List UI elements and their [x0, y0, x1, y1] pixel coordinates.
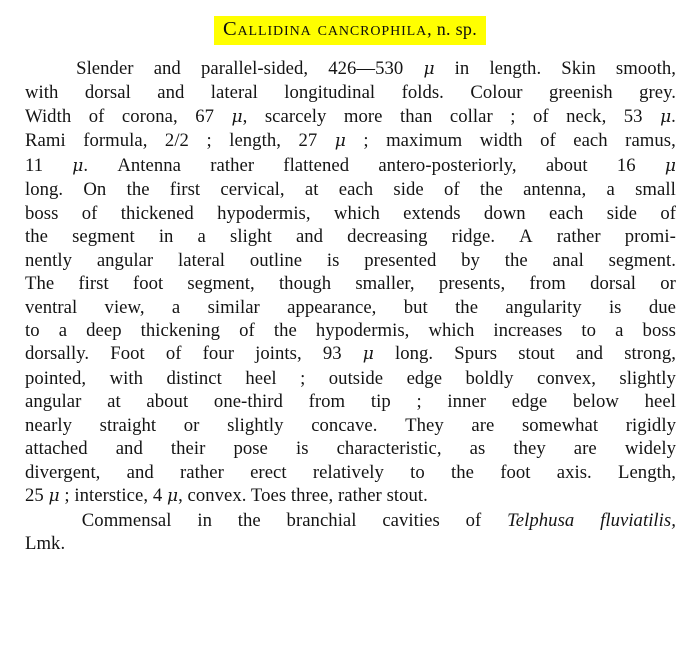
word: due — [648, 296, 676, 318]
word: of — [165, 343, 182, 365]
word: the — [25, 226, 48, 248]
body-text — [25, 57, 676, 556]
word: cervical, — [220, 179, 285, 201]
word: but — [403, 296, 428, 318]
micron-symbol: μ — [166, 486, 179, 507]
word: rather — [556, 226, 601, 248]
word: μ, — [231, 105, 248, 127]
word: long. — [394, 343, 434, 365]
word: and — [575, 343, 604, 365]
word: Foot — [110, 343, 145, 365]
word: each — [548, 202, 584, 224]
word — [49, 485, 60, 506]
word: Colour — [470, 82, 523, 104]
micron-symbol: μ — [423, 59, 435, 79]
paragraph-indent — [25, 509, 56, 532]
word: μ, — [166, 485, 183, 507]
word: a — [615, 319, 624, 341]
word: and — [115, 438, 143, 460]
word: is — [326, 249, 340, 271]
word: antero-posteriorly, — [378, 154, 517, 176]
text-line — [25, 202, 676, 225]
word: of — [81, 202, 98, 224]
micron-symbol: μ — [334, 131, 346, 152]
word: corona, — [121, 105, 178, 127]
word: decreasing — [347, 226, 428, 248]
word: somewhat — [521, 414, 599, 436]
word: are — [573, 438, 597, 460]
word: edge — [511, 391, 548, 413]
word: deep — [86, 319, 122, 341]
word: angularity — [505, 296, 582, 318]
word: stout. — [386, 485, 428, 507]
word: the — [479, 179, 503, 201]
word: segment. — [608, 249, 676, 271]
micron-symbol: μ — [362, 344, 374, 365]
word: 16 — [616, 154, 636, 176]
word: attached — [25, 438, 88, 460]
word: Width — [25, 105, 72, 127]
word: first — [78, 273, 109, 295]
word: heel — [245, 367, 277, 389]
word: at — [107, 391, 121, 413]
word: of — [465, 509, 482, 531]
word: nearly — [25, 414, 72, 436]
word: extends — [403, 202, 461, 224]
word: lateral — [210, 82, 258, 104]
word: 25 — [25, 485, 44, 507]
word: anal — [552, 249, 584, 271]
word: side — [606, 202, 638, 224]
word: length, — [229, 130, 281, 152]
text-line — [25, 57, 676, 81]
word: a — [171, 296, 181, 318]
word: ; — [510, 105, 516, 127]
word: to — [25, 319, 40, 341]
word: are — [471, 414, 495, 436]
word: relatively — [312, 461, 384, 483]
word: a — [197, 226, 206, 248]
word: 426—530 — [328, 58, 404, 79]
word: boss — [25, 202, 59, 224]
text-line — [25, 272, 676, 295]
word: the — [126, 179, 150, 201]
word: pose — [233, 438, 268, 460]
word: is — [608, 296, 622, 318]
word: strong, — [624, 343, 676, 365]
word: characteristic, — [336, 438, 442, 460]
word: presented — [364, 249, 437, 271]
word: boss — [642, 319, 676, 341]
word: in — [454, 58, 470, 79]
word: increases — [493, 319, 563, 341]
word: with — [109, 367, 144, 389]
word: more — [343, 105, 383, 127]
text-line — [25, 484, 676, 508]
text-line — [25, 296, 676, 319]
word: small — [635, 179, 676, 201]
word: concave. — [311, 414, 378, 436]
word: similar — [207, 296, 260, 318]
word: maximum — [386, 130, 463, 152]
word: smaller, — [355, 273, 415, 295]
word: each — [573, 130, 608, 152]
species-name: Callidina cancrophila — [222, 18, 428, 40]
word: of — [532, 105, 549, 127]
word: at — [304, 179, 319, 201]
word: down — [483, 202, 526, 224]
word: pointed, — [25, 367, 87, 389]
text-line — [25, 367, 676, 390]
word: and — [157, 82, 185, 104]
word: longitudinal — [284, 82, 376, 104]
micron-symbol: μ — [48, 486, 60, 507]
word: erect — [250, 461, 287, 483]
word: one-third — [213, 391, 283, 413]
word: greenish — [548, 82, 613, 104]
word: which — [428, 319, 475, 341]
word: in — [197, 509, 212, 531]
word: they — [513, 438, 546, 460]
word: ventral — [25, 296, 78, 318]
word: convex, — [536, 367, 596, 389]
word: On — [83, 179, 107, 201]
species-rank: , n. sp. — [427, 19, 478, 39]
text-line — [25, 509, 676, 532]
word: hypodermis, — [217, 202, 311, 224]
word: Commensal — [81, 509, 172, 531]
word: ramus, — [625, 130, 676, 152]
micron-symbol: μ — [660, 106, 672, 127]
word: joints, — [255, 343, 302, 365]
word: ; — [416, 391, 422, 413]
word: tip — [370, 391, 391, 413]
word: segment — [72, 226, 135, 248]
word: below — [573, 391, 619, 413]
word: 4 — [152, 485, 163, 507]
word: ridge. — [451, 226, 496, 248]
paragraph-indent — [25, 57, 56, 81]
word: 11 — [25, 154, 44, 176]
text-line — [25, 154, 676, 178]
text-line — [25, 461, 676, 484]
word: each — [338, 179, 374, 201]
word: interstice, — [74, 485, 149, 507]
word: convex. — [187, 485, 247, 507]
word: with — [25, 82, 59, 104]
word: angular — [96, 249, 154, 271]
text-line — [25, 81, 676, 104]
word: The — [25, 273, 55, 295]
word: from — [529, 273, 566, 295]
word — [423, 57, 434, 81]
word: rather — [210, 154, 255, 176]
word: slightly — [619, 367, 676, 389]
word: flattened — [283, 154, 350, 176]
word: of — [443, 179, 460, 201]
word: Length, — [617, 461, 676, 483]
word: ; — [300, 367, 306, 389]
word: Telphusa — [507, 509, 575, 531]
word: or — [183, 414, 200, 436]
word: width — [479, 130, 523, 152]
word: to — [410, 461, 425, 483]
word: 2/2 — [164, 130, 189, 152]
heading-highlight — [214, 16, 486, 45]
page-heading — [0, 16, 700, 45]
word: which — [333, 202, 380, 224]
word: and — [295, 226, 324, 248]
word: ; — [64, 485, 70, 507]
word: in — [158, 226, 174, 248]
text-line — [25, 225, 676, 248]
word: A — [519, 226, 533, 248]
word: Toes — [250, 485, 287, 507]
word: cavities — [382, 509, 440, 531]
word: view, — [104, 296, 145, 318]
word: thickening — [140, 319, 221, 341]
text-line — [25, 249, 676, 272]
word: Skin — [561, 58, 596, 79]
word: a — [58, 319, 68, 341]
micron-symbol: μ — [231, 106, 243, 127]
word — [665, 154, 676, 178]
word: grey. — [639, 82, 676, 104]
word: branchial — [286, 509, 357, 531]
word: dorsal — [84, 82, 131, 104]
text-line — [25, 129, 676, 153]
word: is — [295, 438, 309, 460]
word: μ. — [72, 154, 89, 176]
word: stout — [518, 343, 555, 365]
word: rigidly — [625, 414, 676, 436]
word: side — [393, 179, 424, 201]
text-line — [25, 105, 676, 129]
word: of — [239, 319, 255, 341]
word: the — [504, 249, 528, 271]
word: They — [405, 414, 444, 436]
word: nently — [25, 249, 73, 271]
word: axis. — [556, 461, 592, 483]
word: parallel-sided, — [200, 58, 309, 79]
word: edge — [406, 367, 443, 389]
word: rather — [337, 485, 382, 507]
text-line — [25, 342, 676, 366]
word: divergent, — [25, 461, 101, 483]
word: the — [237, 509, 261, 531]
word: Lmk. — [25, 533, 66, 555]
word: 67 — [195, 105, 215, 127]
word: rather — [179, 461, 224, 483]
word: boldly — [465, 367, 514, 389]
word: three, — [290, 485, 334, 507]
text-line — [25, 319, 676, 342]
word: length. — [489, 58, 542, 79]
word: hypodermis, — [315, 319, 410, 341]
word: a — [606, 179, 615, 201]
word: Antenna — [117, 154, 182, 176]
word: foot — [132, 273, 164, 295]
word: μ. — [660, 105, 676, 127]
micron-symbol: μ — [664, 155, 676, 176]
word — [363, 342, 374, 366]
word: outside — [328, 367, 384, 389]
word: about — [146, 391, 189, 413]
word: as — [469, 438, 486, 460]
word: dorsal — [590, 273, 637, 295]
word: widely — [624, 438, 676, 460]
word: folds. — [401, 82, 444, 104]
text-line — [25, 532, 676, 555]
word: smooth, — [615, 58, 676, 79]
micron-symbol: μ — [72, 155, 84, 176]
word: outline — [249, 249, 303, 271]
text-line — [25, 414, 676, 437]
word: scarcely — [264, 105, 327, 127]
word: slightly — [227, 414, 284, 436]
word: by — [461, 249, 480, 271]
word: or — [660, 273, 676, 295]
word: of — [540, 130, 556, 152]
word: neck, — [566, 105, 607, 127]
word: and — [126, 461, 154, 483]
word: thickened — [120, 202, 194, 224]
word: dorsally. — [25, 343, 90, 365]
word: and — [153, 58, 181, 79]
word: their — [170, 438, 206, 460]
word: inner — [447, 391, 487, 413]
word: 53 — [623, 105, 643, 127]
word: the — [451, 461, 474, 483]
text-line — [25, 178, 676, 201]
word: of — [88, 105, 105, 127]
word: 93 — [322, 343, 342, 365]
word: about — [545, 154, 588, 176]
word: though — [278, 273, 332, 295]
word: Slender — [76, 58, 134, 79]
paragraph-habitat — [25, 509, 676, 556]
word: from — [308, 391, 346, 413]
word: ; — [363, 130, 369, 152]
word: Spurs — [454, 343, 498, 365]
word: long. — [25, 179, 64, 201]
word: presents, — [438, 273, 506, 295]
word: first — [169, 179, 201, 201]
word: foot — [500, 461, 531, 483]
word: appearance, — [287, 296, 377, 318]
word: antenna, — [523, 179, 587, 201]
word: heel — [644, 391, 676, 413]
text-line — [25, 390, 676, 413]
word: slight — [230, 226, 272, 248]
text-line — [25, 437, 676, 460]
word: collar — [449, 105, 493, 127]
word: 27 — [298, 130, 318, 152]
word: four — [202, 343, 234, 365]
word: fluviatilis, — [600, 509, 676, 531]
word: lateral — [178, 249, 226, 271]
word: distinct — [166, 367, 222, 389]
word: ; — [206, 130, 212, 152]
word: promi- — [624, 226, 676, 248]
word — [335, 129, 346, 153]
word: the — [273, 319, 297, 341]
word: of — [660, 202, 676, 224]
paragraph-description — [25, 57, 676, 509]
word: formula, — [83, 130, 148, 152]
word: straight — [99, 414, 157, 436]
word: Rami — [25, 130, 66, 152]
word: the — [455, 296, 479, 318]
word: to — [581, 319, 597, 341]
word: than — [400, 105, 433, 127]
word: segment, — [187, 273, 255, 295]
word: angular — [25, 391, 82, 413]
